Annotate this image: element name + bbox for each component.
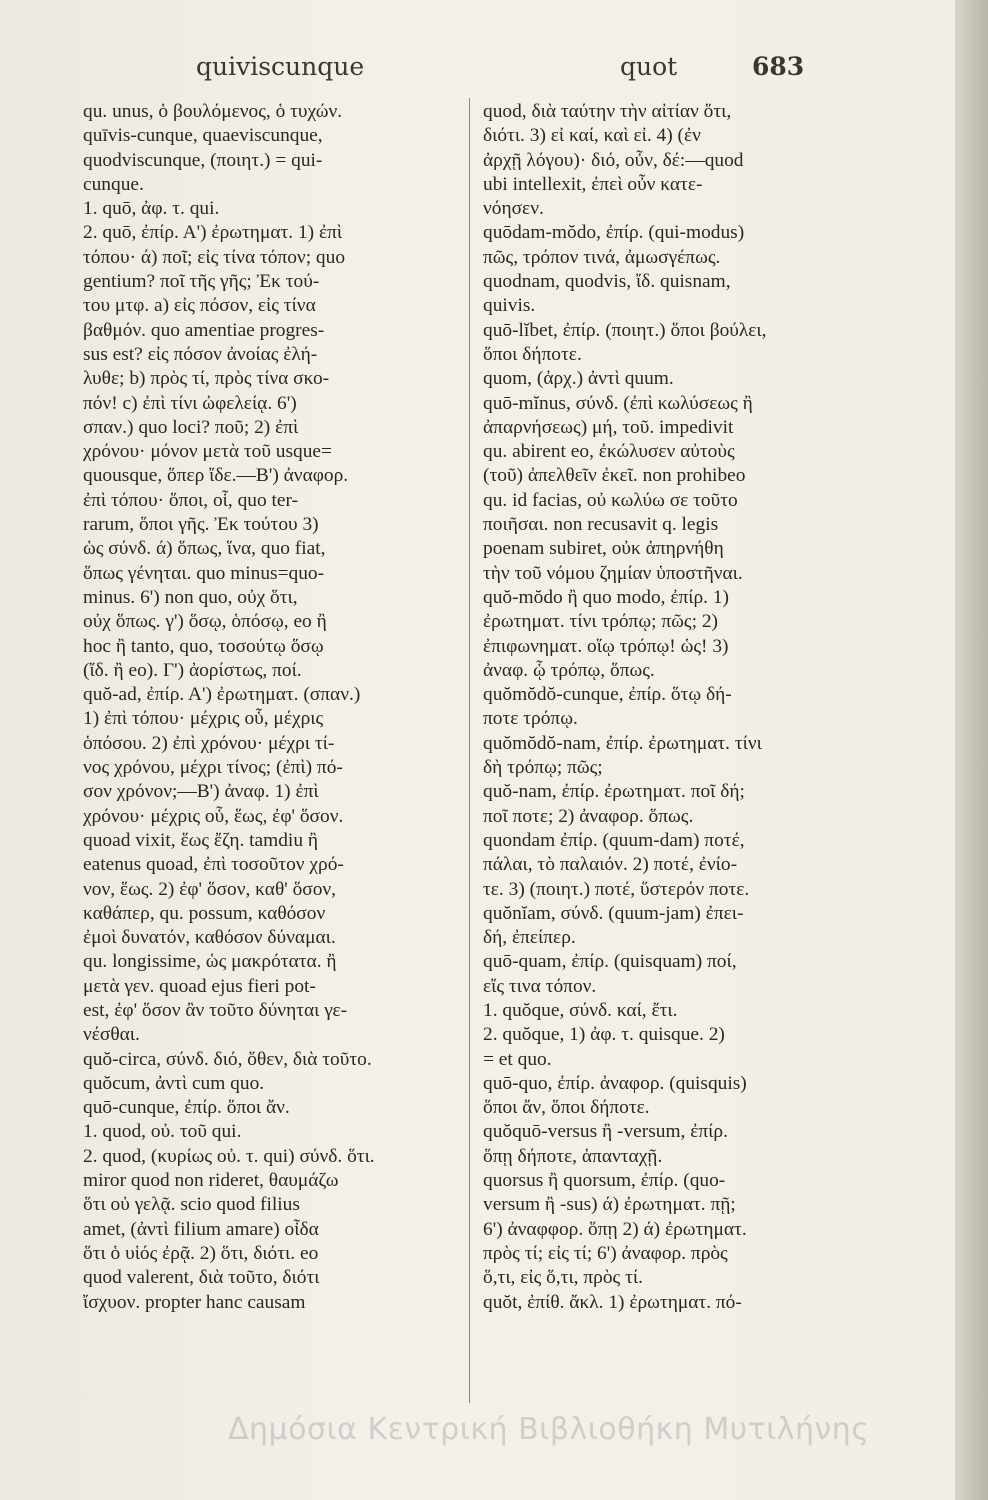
- text-line: quŏ-ad, ἐπίρ. Α') ἐρωτηματ. (σπαν.): [83, 684, 361, 706]
- text-line: 1) ἐπὶ τόπου· μέχρις οὗ, μέχρις: [83, 708, 324, 730]
- text-line: 6') ἀναφφορ. ὅπῃ 2) ά) ἐρωτηματ.: [483, 1218, 747, 1240]
- text-line: ὅτι οὐ γελᾷ. scio quod filius: [83, 1194, 300, 1216]
- text-line: qu. unus, ὁ βουλόμενος, ὁ τυχών.: [83, 101, 343, 122]
- column-divider: [469, 98, 470, 1403]
- text-line: quoad vixit, ἕως ἔζη. tamdiu ἢ: [83, 829, 319, 851]
- text-line: quīvis-cunque, quaeviscunque,: [83, 125, 323, 147]
- text-line: (ἴδ. ἢ eo). Γ') ἀορίστως, ποί.: [83, 659, 302, 681]
- text-line: miror quod non rideret, θαυμάζω: [83, 1170, 339, 1192]
- text-line: quodviscunque, (ποιητ.) = qui-: [83, 149, 323, 171]
- text-line: ὅπῃ δήποτε, ἁπανταχῇ.: [483, 1145, 663, 1167]
- text-line: 2. quō, ἐπίρ. Α') ἐρωτηματ. 1) ἐπὶ: [83, 222, 343, 244]
- text-line: ἐπὶ τόπου· ὅποι, οἷ, quo ter-: [83, 489, 299, 511]
- text-line: qu. longissime, ὡς μακρότατα. ἢ: [83, 951, 337, 973]
- text-line: νον, ἕως. 2) ἐφ' ὅσον, καθ' ὅσον,: [83, 878, 337, 900]
- text-line: ὅ,τι, εἰς ὅ,τι, πρὸς τί.: [483, 1267, 643, 1289]
- text-line: εἴς τινα τόπον.: [483, 975, 597, 997]
- text-line: poenam subiret, οὐκ ἀπηρνήθη: [483, 538, 724, 560]
- text-line: quŏquō-versus ἢ -versum, ἐπίρ.: [483, 1121, 728, 1143]
- text-line: χρόνου· μόνον μετὰ τοῦ usque=: [83, 441, 332, 463]
- page-header: [196, 52, 838, 92]
- text-line: δὴ τρόπῳ; πῶς;: [483, 757, 603, 779]
- text-line: quŏcum, ἀντὶ cum quo.: [83, 1072, 265, 1094]
- text-line: quŏt, ἐπίθ. ἄκλ. 1) ἐρωτηματ. πό-: [483, 1291, 742, 1313]
- text-line: quod, διὰ ταύτην τὴν αἰτίαν ὅτι,: [483, 101, 732, 122]
- page-edge: [955, 0, 988, 1500]
- text-line: quō-quam, ἐπίρ. (quisquam) ποί,: [483, 951, 737, 973]
- text-line: quŏ-nam, ἐπίρ. ἐρωτηματ. ποῖ δή;: [483, 781, 745, 803]
- text-line: quom, (ἀρχ.) ἀντὶ quum.: [483, 368, 674, 390]
- text-line: quivis.: [483, 295, 536, 317]
- text-line: ἀναφ. ᾧ τρόπῳ, ὅπως.: [483, 659, 655, 681]
- text-line: βαθμόν. quo amentiae progres-: [83, 319, 325, 341]
- text-line: νέσθαι.: [83, 1024, 140, 1046]
- text-line: σπαν.) quo loci? ποῦ; 2) ἐπὶ: [83, 416, 299, 438]
- text-line: quŏmŏdŏ-nam, ἐπίρ. ἐρωτηματ. τίνι: [483, 732, 762, 754]
- right-guide-word: quot: [620, 52, 678, 81]
- text-line: eatenus quoad, ἐπὶ τοσοῦτον χρό-: [83, 854, 344, 876]
- text-line: quō-quo, ἐπίρ. ἀναφορ. (quisquis): [483, 1072, 747, 1094]
- text-line: ἴσχυον. propter hanc causam: [83, 1291, 306, 1313]
- page-number: 683: [752, 52, 805, 81]
- text-line: δή, ἐπείπερ.: [483, 927, 576, 949]
- text-line: 2. quod, (κυρίως οὐ. τ. qui) σύνδ. ὅτι.: [83, 1145, 375, 1167]
- text-line: του μτφ. a) εἰς πόσον, εἰς τίνα: [83, 295, 316, 317]
- text-line: versum ἢ -sus) ά) ἐρωτηματ. πῇ;: [483, 1194, 736, 1216]
- text-line: διότι. 3) εἰ καί, καὶ εἰ. 4) (ἐν: [483, 125, 701, 147]
- text-line: gentium? ποῖ τῆς γῆς; Ἐκ τού-: [83, 271, 320, 293]
- text-line: καθάπερ, qu. possum, καθόσον: [83, 902, 326, 924]
- text-line: 1. quŏque, σύνδ. καί, ἔτι.: [483, 999, 678, 1021]
- text-line: quodnam, quodvis, ἴδ. quisnam,: [483, 271, 731, 293]
- text-line: ὅποι δήποτε.: [483, 343, 582, 365]
- text-line: τὴν τοῦ νόμου ζημίαν ὑποστῆναι.: [483, 562, 743, 584]
- text-line: πῶς, τρόπον τινά, ἀμωσγέπως.: [483, 246, 721, 268]
- text-line: quod valerent, διὰ τοῦτο, διότι: [83, 1267, 320, 1289]
- text-line: qu. id facias, οὐ κωλύω σε τοῦτο: [483, 489, 738, 511]
- text-line: μετὰ γεν. quoad ejus fieri pot-: [83, 975, 316, 997]
- text-line: quŏ-mŏdo ἢ quo modo, ἐπίρ. 1): [483, 586, 730, 608]
- text-line: quŏnĭam, σύνδ. (quum-jam) ἐπει-: [483, 902, 744, 924]
- text-line: (τοῦ) ἀπελθεῖν ἐκεῖ. non prohibeo: [483, 465, 746, 487]
- text-line: σον χρόνον;—Β') ἀναφ. 1) ἐπὶ: [83, 781, 319, 803]
- text-line: quōdam-mŏdo, ἐπίρ. (qui-modus): [483, 222, 745, 244]
- library-watermark: Δημόσια Κεντρική Βιβλιοθήκη Μυτιλήνης: [228, 1412, 870, 1447]
- text-line: νόησεν.: [483, 198, 544, 220]
- text-line: ἀπαρνήσεως) μή, τοῦ. impedivit: [483, 416, 734, 438]
- text-line: hoc ἢ tanto, quo, τοσούτῳ ὅσῳ: [83, 635, 324, 657]
- text-line: ποῖ ποτε; 2) ἀναφορ. ὅπως.: [483, 805, 694, 827]
- text-line: est, ἐφ' ὅσον ἂν τοῦτο δύνηται γε-: [83, 999, 348, 1021]
- text-line: 1. quō, ἀφ. τ. qui.: [83, 198, 220, 220]
- text-line: ubi intellexit, ἐπεὶ οὖν κατε-: [483, 173, 703, 195]
- text-line: τε. 3) (ποιητ.) ποτέ, ὕστερόν ποτε.: [483, 878, 750, 900]
- text-line: quorsus ἢ quorsum, ἐπίρ. (quo-: [483, 1170, 726, 1192]
- text-line: πάλαι, τὸ παλαιόν. 2) ποτέ, ἐνίο-: [483, 854, 738, 876]
- text-line: rarum, ὅποι γῆς. Ἐκ τούτου 3): [83, 514, 319, 536]
- text-line: quō-lĭbet, ἐπίρ. (ποιητ.) ὅποι βούλει,: [483, 319, 767, 341]
- text-line: ὡς σύνδ. ά) ὅπως, ἵνα, quo fiat,: [83, 538, 326, 560]
- text-line: ὅτι ὁ υἱός ἐρᾷ. 2) ὅτι, διότι. eo: [83, 1242, 319, 1264]
- text-line: τόπου· ά) ποῖ; εἰς τίνα τόπον; quo: [83, 246, 346, 268]
- text-line: ὅπως γένηται. quo minus=quo-: [83, 562, 325, 584]
- text-line: quousque, ὅπερ ἴδε.—Β') ἀναφορ.: [83, 465, 349, 487]
- text-line: ἐρωτηματ. τίνι τρόπῳ; πῶς; 2): [483, 611, 718, 633]
- text-line: amet, (ἀντὶ filium amare) οἶδα: [83, 1218, 319, 1240]
- right-column: [483, 100, 853, 1315]
- text-line: ὅποι ἄν, ὅποι δήποτε.: [483, 1097, 650, 1119]
- text-line: ἐμοὶ δυνατόν, καθόσον δύναμαι.: [83, 927, 336, 949]
- text-line: ἐπιφωνηματ. οἵῳ τρόπῳ! ὡς! 3): [483, 635, 729, 657]
- text-line: πόν! c) ἐπὶ τίνι ὠφελείᾳ. 6'): [83, 392, 297, 414]
- text-line: πρὸς τί; εἰς τί; 6') ἀναφορ. πρὸς: [483, 1242, 728, 1264]
- text-line: ποιῆσαι. non recusavit q. legis: [483, 514, 719, 536]
- text-line: quondam ἐπίρ. (quum-dam) ποτέ,: [483, 829, 745, 851]
- text-line: qu. abirent eo, ἐκώλυσεν αὐτοὺς: [483, 441, 735, 463]
- text-line: = et quo.: [483, 1048, 552, 1070]
- text-line: cunque.: [83, 173, 144, 195]
- text-line: ποτε τρόπῳ.: [483, 708, 578, 730]
- left-column: [83, 100, 458, 1315]
- text-line: λυθε; b) πρὸς τί, πρὸς τίνα σκο-: [83, 368, 330, 390]
- text-line: minus. 6') non quo, οὐχ ὅτι,: [83, 586, 298, 608]
- text-line: χρόνου· μέχρις οὗ, ἕως, ἐφ' ὅσον.: [83, 805, 344, 827]
- text-line: quŏ-circa, σύνδ. διό, ὅθεν, διὰ τοῦτο.: [83, 1048, 372, 1070]
- text-line: quō-mĭnus, σύνδ. (ἐπὶ κωλύσεως ἢ: [483, 392, 753, 414]
- text-line: ἀρχῇ λόγου)· διό, οὖν, δέ:—quod: [483, 149, 744, 171]
- text-line: οὐχ ὅπως. γ') ὅσῳ, ὁπόσῳ, eo ἢ: [83, 611, 327, 633]
- text-line: ὁπόσου. 2) ἐπὶ χρόνου· μέχρι τί-: [83, 732, 335, 754]
- text-line: quŏmŏdŏ-cunque, ἐπίρ. ὅτῳ δή-: [483, 684, 732, 706]
- text-line: νος χρόνου, μέχρι τίνος; (ἐπὶ) πό-: [83, 757, 343, 779]
- left-guide-word: quiviscunque: [196, 52, 365, 81]
- text-line: quō-cunque, ἐπίρ. ὅποι ἄν.: [83, 1097, 290, 1119]
- text-line: sus est? εἰς πόσον ἀνοίας ἐλή-: [83, 343, 318, 365]
- text-line: 2. quŏque, 1) ἀφ. τ. quisque. 2): [483, 1024, 725, 1046]
- text-line: 1. quod, οὐ. τοῦ qui.: [83, 1121, 242, 1143]
